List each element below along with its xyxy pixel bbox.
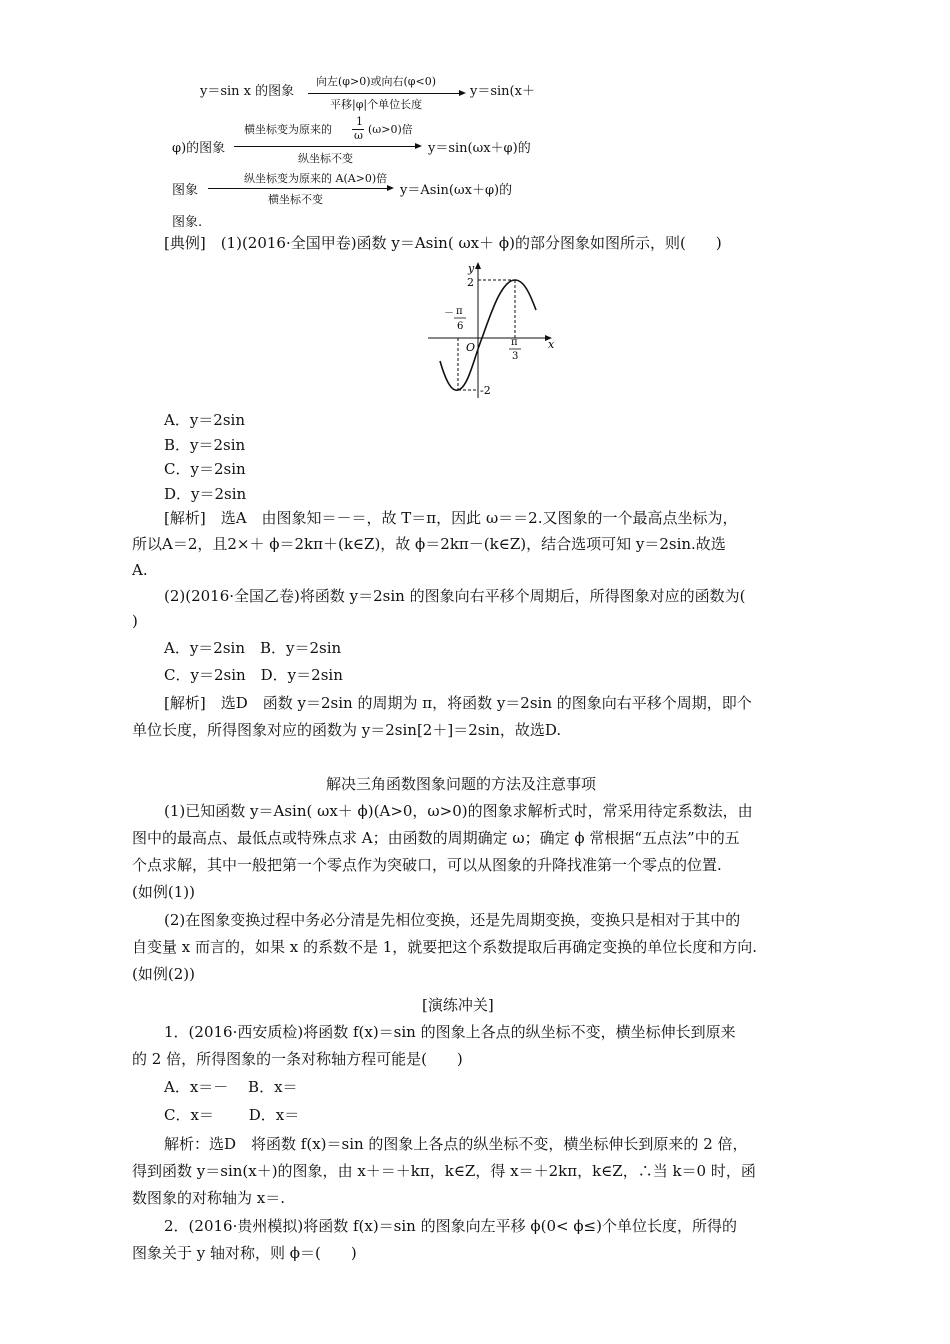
transform-l1-above: 向左(φ>0)或向右(φ<0) [316, 75, 437, 88]
transform-arrow-1 [308, 93, 464, 94]
practice-2-line-2: 图象关于 y 轴对称，则 ϕ＝( ) [132, 1244, 357, 1262]
method-2-line-2: 自变量 x 而言的，如果 x 的系数不是 1，就要把这个系数提取后再确定变换的单位长度和方向. [132, 938, 758, 956]
example-2-line-2: ) [132, 612, 138, 630]
neg-sign-label: － [444, 308, 454, 319]
transform-l2-frac-num: 1 [356, 115, 363, 128]
transform-l3-above: 纵坐标变为原来的 A(A>0)倍 [244, 172, 388, 185]
pos-pi-label: π [511, 337, 518, 348]
method-2-line-1: (2)在图象变换过程中务必分清是先相位变换，还是先周期变换，变换只是相对于其中的 [164, 911, 741, 929]
origin-label: O [466, 341, 476, 354]
option-a: A．y＝2sin [164, 411, 246, 429]
example-2-options-2: C．y＝2sin D．y＝2sin [164, 666, 343, 684]
ymax-label: 2 [467, 276, 474, 289]
solution-1-line-2: 所以A＝2，且2×＋ ϕ＝2kπ＋(k∈Z)，故 ϕ＝2kπ－(k∈Z)，结合选项可知 y＝2sin.故选 [132, 535, 726, 553]
transform-arrow-2 [234, 146, 420, 147]
sine-graph [420, 258, 560, 403]
transform-arrow-3 [208, 188, 392, 189]
method-2-line-3: (如例(2)) [132, 965, 195, 983]
example-1-stem: [典例] (1)(2016·全国甲卷)函数 y＝Asin( ωx＋ ϕ)的部分图象如图所示，则( ) [164, 234, 722, 252]
x-axis-label: x [548, 338, 555, 351]
method-1-line-4: (如例(1)) [132, 883, 195, 901]
practice-heading: [演练冲关] [422, 996, 494, 1014]
example-2-options-1: A．y＝2sin B．y＝2sin [164, 639, 342, 657]
practice-2-line-1: 2．(2016·贵州模拟)将函数 f(x)＝sin 的图象向左平移 ϕ(0< ϕ≤)个单位长度，所得的 [164, 1217, 737, 1235]
practice-1-line-1: 1．(2016·西安质检)将函数 f(x)＝sin 的图象上各点的纵坐标不变，横坐标伸长到原来 [164, 1023, 736, 1041]
transform-l4: 图象. [172, 215, 203, 230]
practice-1-options-2: C．x＝ D．x＝ [164, 1106, 300, 1124]
transform-chain [0, 0, 950, 230]
y-axis-arrow [475, 262, 481, 269]
transform-l3-below: 横坐标不变 [268, 193, 323, 206]
practice-1-line-2: 的 2 倍，所得图象的一条对称轴方程可能是( ) [132, 1050, 463, 1068]
transform-l2-right: y＝sin(ωx＋φ)的 [428, 141, 531, 156]
transform-l1-left: y＝sin x 的图象 [200, 84, 295, 99]
pos-den-label: 3 [512, 351, 519, 362]
method-1-line-3: 个点求解，其中一般把第一个零点作为突破口，可以从图象的升降找准第一个零点的位置. [132, 856, 722, 874]
transform-l1-below: 平移|φ|个单位长度 [330, 98, 423, 111]
transform-l2-frac-den: ω [354, 129, 363, 142]
ymin-label: -2 [480, 384, 491, 397]
practice-1-solution-3: 数图象的对称轴为 x＝. [132, 1189, 285, 1207]
neg-den-label: 6 [457, 321, 464, 332]
solution-2-line-1: [解析] 选D 函数 y＝2sin 的周期为 π，将函数 y＝2sin 的图象向右平移个周期，即个 [164, 694, 752, 712]
method-1-line-2: 图中的最高点、最低点或特殊点求 A；由函数的周期确定 ω；确定 ϕ 常根据“五点法”中的五 [132, 829, 740, 847]
transform-l3-left: 图象 [172, 183, 199, 198]
transform-l2-left: φ)的图象 [172, 141, 226, 156]
sine-curve [440, 280, 536, 390]
transform-l1-right: y＝sin(x＋ [470, 84, 535, 99]
option-c: C．y＝2sin [164, 460, 246, 478]
solution-1-line-3: A. [132, 561, 148, 579]
example-2-line-1: (2)(2016·全国乙卷)将函数 y＝2sin 的图象向右平移个周期后，所得图象对应的函数为( [164, 587, 746, 605]
solution-2-line-2: 单位长度，所得图象对应的函数为 y＝2sin[2＋]＝2sin，故选D. [132, 721, 562, 739]
methods-heading: 解决三角函数图象问题的方法及注意事项 [326, 775, 597, 793]
solution-1-line-1: [解析] 选A 由图象知＝－＝，故 T＝π，因此 ω＝＝2.又图象的一个最高点坐标为， [164, 509, 738, 527]
method-1-line-1: (1)已知函数 y＝Asin( ωx＋ ϕ)(A>0，ω>0)的图象求解析式时，常采用待定系数法，由 [164, 802, 753, 820]
y-axis-label: y [468, 262, 475, 275]
option-d: D．y＝2sin [164, 485, 247, 503]
option-b: B．y＝2sin [164, 436, 246, 454]
neg-pi-label: π [456, 306, 463, 317]
practice-1-solution-1: 解析：选D 将函数 f(x)＝sin 的图象上各点的纵坐标不变，横坐标伸长到原来的 2 倍， [164, 1135, 748, 1153]
transform-l2-above-b: (ω>0)倍 [368, 123, 413, 136]
transform-l2-above-a: 横坐标变为原来的 [244, 123, 332, 136]
practice-1-solution-2: 得到函数 y＝sin(x＋)的图象，由 x＋＝＋kπ，k∈Z，得 x＝＋2kπ，k∈Z，∴当 k＝0 时，函 [132, 1162, 756, 1180]
transform-l3-right: y＝Asin(ωx＋φ)的 [400, 183, 513, 198]
practice-1-options-1: A．x＝－ B．x＝ [164, 1078, 298, 1096]
transform-l2-below: 纵坐标不变 [298, 152, 353, 165]
